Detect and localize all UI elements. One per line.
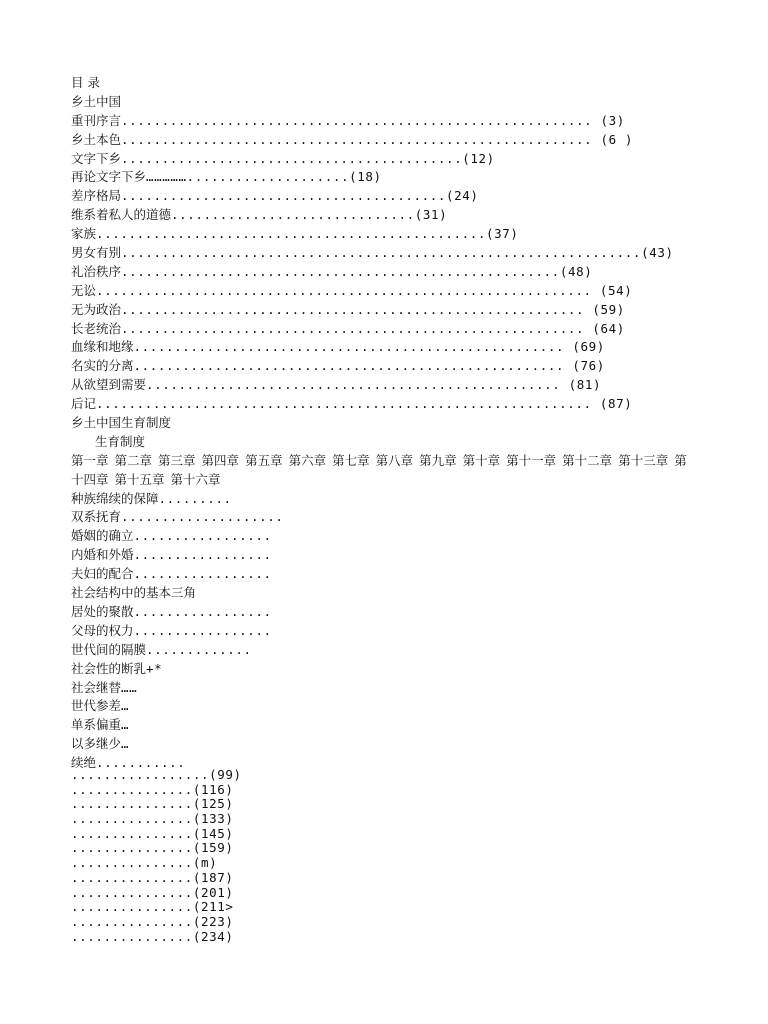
chapter-label: 第十三章 — [618, 452, 669, 468]
toc-entry-leader: ........... — [96, 755, 186, 771]
toc-entry-leader: ................................................................ — [121, 245, 642, 261]
toc-entry-page: (48) — [559, 263, 593, 279]
page-number-line: ...............(223) — [71, 913, 234, 929]
toc-entry-title: 内婚和外婚 — [71, 547, 134, 563]
toc-entry-page: (37) — [486, 226, 519, 242]
toc-entry-page: (81) — [560, 377, 602, 393]
part2-entries — [71, 490, 711, 773]
page-number-line: .................(99) — [71, 767, 242, 782]
toc-entry-title: 社会结构中的基本三角 — [71, 585, 197, 601]
toc-entry-leader: …………….................... — [146, 169, 350, 185]
toc-entry-title: 父母的权力 — [71, 622, 134, 638]
chapter-label: 第五章 — [245, 452, 283, 468]
toc-entry-title: 长老统治 — [71, 320, 122, 336]
toc-entry-leader: ............................................................. — [96, 282, 592, 298]
toc-entry-leader: ...................................................... — [121, 263, 560, 279]
toc-entry — [71, 584, 711, 603]
page-number-line: ...............(145) — [71, 825, 234, 841]
toc-entry-leader: ................................................ — [96, 226, 487, 242]
page-number-line: ...............(m) — [71, 855, 218, 871]
toc-entry-title: 维系着私人的道德 — [71, 207, 172, 223]
toc-entry-leader: ..................................................... — [133, 358, 565, 374]
toc-entry-page: (69) — [564, 339, 605, 355]
toc-entry-title: 家族 — [71, 226, 97, 242]
part1-title: 乡土中国 — [71, 93, 122, 109]
toc-entry-leader: ......................................................... — [121, 320, 585, 336]
toc-entry-page: (31) — [414, 207, 448, 223]
part2-title: 乡土中国生育制度 — [71, 415, 172, 431]
toc-entry — [71, 187, 711, 206]
toc-entry-page: (64) — [584, 320, 625, 336]
toc-entry-page: (59) — [584, 301, 625, 317]
toc-heading: 目 录 — [71, 75, 100, 90]
toc-entry — [71, 697, 711, 716]
toc-entry — [71, 338, 711, 357]
toc-entry-page: (76) — [564, 358, 605, 374]
toc-entry-title: 无为政治 — [71, 301, 122, 317]
toc-entry — [71, 565, 711, 584]
page-number-line: ...............(133) — [71, 811, 234, 827]
chapter-label: 第四章 — [201, 452, 240, 468]
part1-entries — [71, 112, 711, 414]
toc-entry — [71, 320, 711, 339]
toc-entry-title: 续绝 — [71, 755, 97, 771]
toc-entry-title: 无讼 — [71, 282, 97, 298]
toc-entry-leader: .......................................... — [121, 150, 463, 166]
toc-entry — [71, 679, 711, 698]
toc-entry-page: (54) — [591, 282, 633, 298]
toc-entry — [71, 546, 711, 565]
page-number-line: ...............(159) — [71, 840, 234, 856]
toc-entry-title: 从欲望到需要 — [71, 377, 147, 393]
toc-entry-title: 夫妇的配合 — [71, 566, 134, 582]
toc-entry — [71, 206, 711, 225]
toc-entry-leader: ................. — [133, 547, 272, 563]
toc-entry-title: 居处的聚散 — [71, 603, 134, 619]
toc-entry — [71, 603, 711, 622]
toc-entry-leader: +* — [146, 660, 163, 676]
toc-entry — [71, 641, 711, 660]
toc-entry-title: 后记 — [71, 396, 97, 412]
toc-entry-leader: …… — [121, 679, 138, 695]
chapter-list-line-2 — [71, 471, 711, 490]
toc-entry-title: 社会继替 — [71, 679, 122, 695]
chapter-label: 第三章 — [158, 452, 196, 468]
toc-entry-leader: ................. — [133, 603, 272, 619]
toc-entry — [71, 508, 711, 527]
page-number-line: ...............(234) — [71, 928, 234, 944]
toc-entry-page: (43) — [641, 245, 674, 261]
toc-entry-page: (6 ) — [592, 131, 633, 147]
page-number-line: ...............(211> — [71, 899, 234, 915]
toc-entry — [71, 622, 711, 641]
toc-entry-leader: ................. — [133, 622, 272, 638]
toc-entry-leader: … — [121, 736, 130, 752]
chapter-label: 第六章 — [288, 452, 327, 468]
chapter-label: 第七章 — [332, 452, 370, 468]
toc-entry-title: 再论文字下乡 — [71, 169, 147, 185]
toc-entry-leader: ......................................................... — [121, 301, 585, 317]
toc-entry-title: 单系偏重 — [71, 717, 122, 733]
toc-entry-leader: … — [121, 717, 130, 733]
toc-entry-leader: .................... — [121, 509, 284, 525]
toc-entry-title: 男女有别 — [71, 245, 122, 261]
toc-entry-leader: ................. — [133, 528, 272, 544]
toc-entry-leader: … — [121, 698, 130, 714]
toc-entry — [71, 282, 711, 301]
toc-entry-leader: ..................................................... — [133, 339, 565, 355]
part2-subtitle: 生育制度 — [95, 433, 146, 449]
toc-entry-title: 社会性的断乳 — [71, 660, 147, 676]
toc-entry-page: (12) — [462, 150, 495, 166]
toc-entry-leader: ........................................ — [121, 188, 447, 204]
chapter-label: 第十一章 — [506, 452, 557, 468]
toc-entry-title: 乡土本色 — [71, 131, 122, 147]
toc-entry-leader: .......................................................... — [121, 112, 593, 128]
toc-entry — [71, 301, 711, 320]
toc-entry-title: 双系抚育 — [71, 509, 122, 525]
toc-entry-title: 名实的分离 — [71, 358, 134, 374]
chapter-label: 十四章 — [71, 471, 109, 487]
toc-entry — [71, 244, 711, 263]
page-number-line: ...............(187) — [71, 869, 234, 885]
toc-entry — [71, 357, 711, 376]
toc-entry — [71, 660, 711, 679]
chapter-label: 第二章 — [114, 452, 153, 468]
chapter-label: 第十五章 — [114, 471, 165, 487]
toc-entry-title: 世代参差 — [71, 698, 122, 714]
toc-entry-title: 差序格局 — [71, 188, 122, 204]
chapter-label: 第八章 — [375, 452, 414, 468]
chapter-label: 第十二章 — [562, 452, 613, 468]
toc-entry-title: 世代间的隔膜 — [71, 641, 147, 657]
toc-entry-title: 重刊序言 — [71, 112, 122, 128]
toc-entry — [71, 376, 711, 395]
toc-entry-leader: .............................. — [171, 207, 415, 223]
toc-entry-page: (18) — [349, 169, 382, 185]
page-number-line: ...............(116) — [71, 781, 234, 797]
toc-entry-title: 血缘和地缘 — [71, 339, 134, 355]
toc-entry — [71, 263, 711, 282]
toc-entry-leader: ............. — [146, 641, 252, 657]
chapter-list-line-1 — [71, 452, 711, 471]
chapter-label: 第 — [674, 452, 687, 468]
toc-entry-leader: ................................................... — [146, 377, 561, 393]
toc-entry — [71, 225, 711, 244]
table-of-contents — [71, 74, 711, 773]
toc-entry-page: (87) — [591, 396, 633, 412]
toc-entry-title: 以多继少 — [71, 736, 122, 752]
toc-entry — [71, 527, 711, 546]
toc-entry — [71, 490, 711, 509]
chapter-label: 第十章 — [462, 452, 501, 468]
page-number-list — [71, 768, 242, 944]
toc-entry-title: 婚姻的确立 — [71, 528, 134, 544]
page-number-line: ...............(125) — [71, 796, 234, 812]
toc-entry — [71, 735, 711, 754]
toc-entry — [71, 150, 711, 169]
toc-entry — [71, 168, 711, 187]
toc-entry-title: 种族绵续的保障 — [71, 490, 159, 506]
toc-entry — [71, 716, 711, 735]
chapter-label: 第十六章 — [170, 471, 221, 487]
chapter-label: 第九章 — [419, 452, 457, 468]
toc-entry-leader: ......... — [158, 490, 232, 506]
toc-entry-title: 文字下乡 — [71, 150, 122, 166]
toc-entry — [71, 131, 711, 150]
toc-entry-leader: ................. — [133, 566, 272, 582]
toc-entry-page: (24) — [446, 188, 479, 204]
toc-entry-leader: ............................................................. — [96, 396, 592, 412]
toc-entry — [71, 395, 711, 414]
toc-entry-page: (3) — [592, 112, 625, 128]
chapter-label: 第一章 — [71, 452, 109, 468]
toc-entry-title: 礼治秩序 — [71, 263, 122, 279]
toc-entry — [71, 112, 711, 131]
page-number-line: ...............(201) — [71, 884, 234, 900]
toc-entry-leader: .......................................................... — [121, 131, 593, 147]
